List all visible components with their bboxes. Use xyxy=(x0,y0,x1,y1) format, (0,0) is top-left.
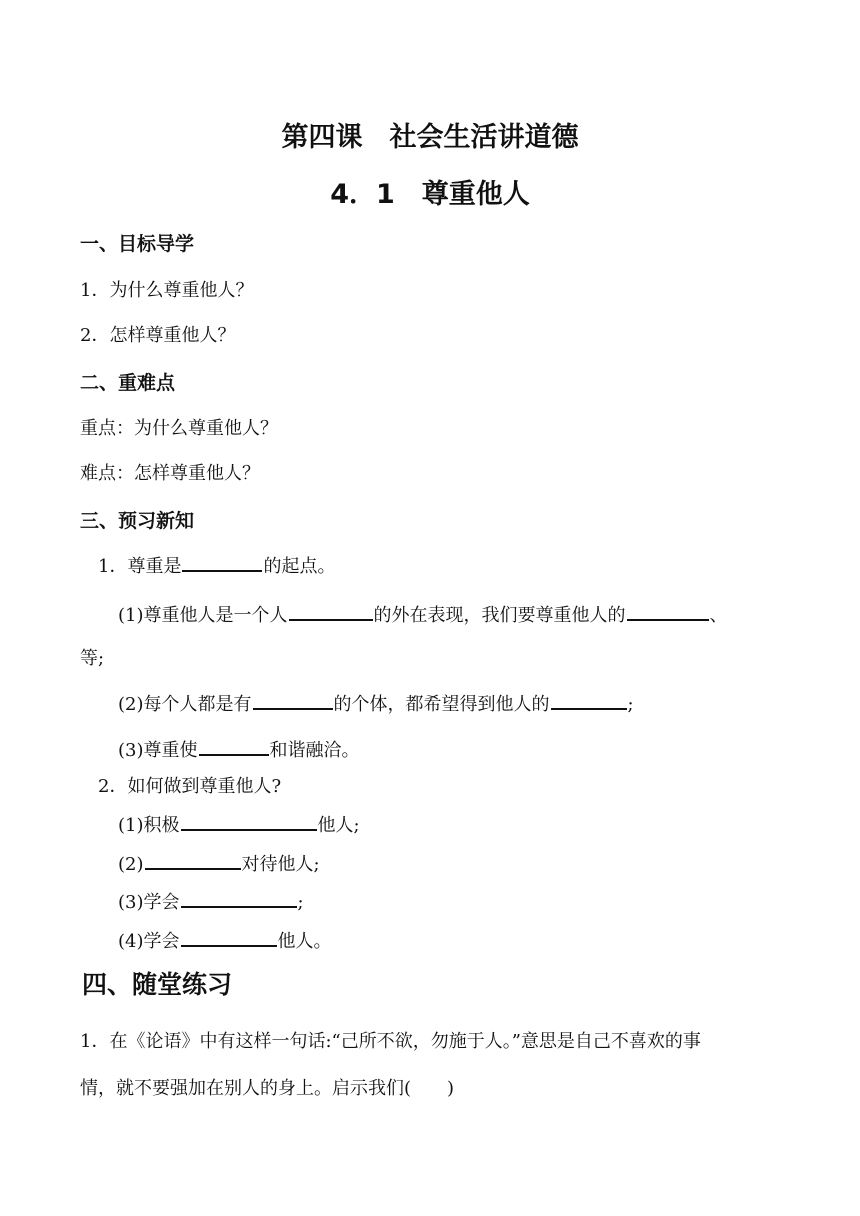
answer-blank[interactable] xyxy=(253,690,333,710)
question-text: (2) xyxy=(118,854,144,875)
answer-blank[interactable] xyxy=(199,736,269,756)
goal-item-1: 1．为什么尊重他人？ xyxy=(80,280,254,301)
question-text: 对待他人; xyxy=(241,854,320,875)
answer-blank[interactable] xyxy=(182,552,262,572)
preview-q1-sub1-continued: 等; xyxy=(80,648,105,669)
preview-q1-sub1 xyxy=(118,601,728,627)
question-text: (3)学会 xyxy=(118,892,180,913)
question-text: 的外在表现，我们要尊重他人的 xyxy=(373,605,626,626)
section-heading-practice: 四、随堂练习 xyxy=(82,970,233,999)
preview-q2-sub2 xyxy=(118,850,320,876)
key-point: 重点：为什么尊重他人？ xyxy=(80,418,278,439)
question-text: (4)学会 xyxy=(118,931,180,952)
question-text: ; xyxy=(627,694,634,715)
preview-question-1 xyxy=(98,552,335,578)
question-text: (2)每个人都是有 xyxy=(118,694,252,715)
answer-blank[interactable] xyxy=(181,927,277,947)
question-text: (1)尊重他人是一个人 xyxy=(118,605,288,626)
practice-question-1-line1: 1．在《论语》中有这样一句话:“己所不欲，勿施于人。”意思是自己不喜欢的事 xyxy=(80,1031,701,1052)
question-text: (3)尊重使 xyxy=(118,740,198,761)
question-text: 他人。 xyxy=(277,931,332,952)
difficult-point: 难点：怎样尊重他人？ xyxy=(80,463,260,484)
answer-blank[interactable] xyxy=(551,690,627,710)
preview-question-2: 2．如何做到尊重他人? xyxy=(98,776,282,797)
question-text: 、 xyxy=(709,605,728,626)
section-heading-preview: 三、预习新知 xyxy=(80,510,195,532)
page-title: 第四课 社会生活讲道德 xyxy=(281,122,579,153)
answer-blank[interactable] xyxy=(181,888,297,908)
question-text: ; xyxy=(297,892,304,913)
lesson-subtitle: 4．1 尊重他人 xyxy=(330,179,530,210)
question-text: 的起点。 xyxy=(263,556,336,577)
preview-q2-sub3 xyxy=(118,888,304,914)
answer-blank[interactable] xyxy=(181,811,317,831)
question-text: 和谐融洽。 xyxy=(269,740,360,761)
practice-question-1-line2: 情，就不要强加在别人的身上。启示我们( ) xyxy=(80,1078,455,1099)
answer-blank[interactable] xyxy=(627,601,709,621)
answer-blank[interactable] xyxy=(289,601,373,621)
preview-q1-sub3 xyxy=(118,736,360,762)
preview-q2-sub1 xyxy=(118,811,360,837)
question-text: 他人; xyxy=(317,815,360,836)
preview-q1-sub2 xyxy=(118,690,634,716)
section-heading-key-points: 二、重难点 xyxy=(80,372,176,394)
question-text: (1)积极 xyxy=(118,815,180,836)
goal-item-2: 2．怎样尊重他人？ xyxy=(80,325,236,346)
answer-blank[interactable] xyxy=(145,850,241,870)
question-text: 1．尊重是 xyxy=(98,556,182,577)
section-heading-goals: 一、目标导学 xyxy=(80,233,195,255)
preview-q2-sub4 xyxy=(118,927,332,953)
question-text: 的个体，都希望得到他人的 xyxy=(333,694,550,715)
